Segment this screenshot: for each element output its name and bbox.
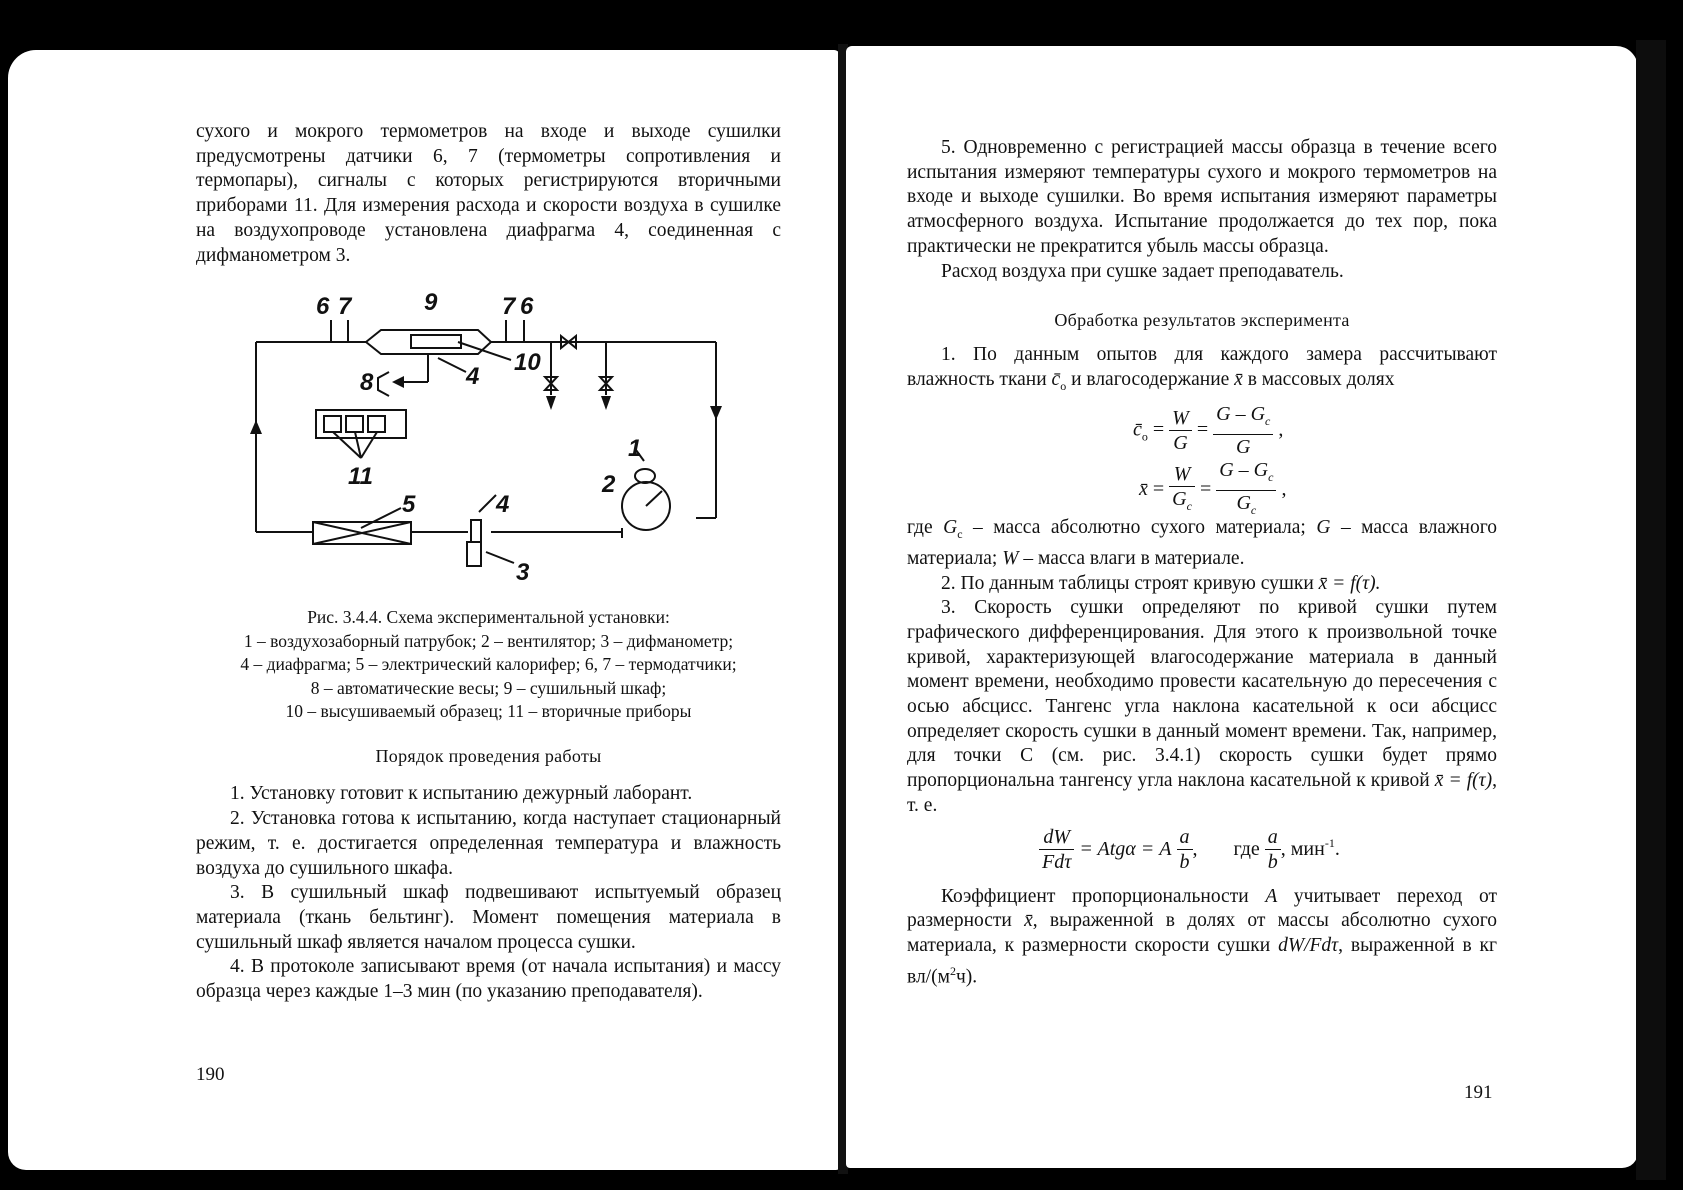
diagram-label-4a: 4	[466, 363, 480, 391]
right-text-column	[907, 136, 1497, 990]
variables-definition: где $G_с$ – масса абсолютно сухого материала; G – масса влажного материала; W – масса влаги в материале.	[907, 517, 1498, 569]
procedure-item-4: 4. В протоколе записывают время (от начала испытания) и массу образца через каждые 1–3 мин (по указанию преподавателя).	[196, 956, 781, 1003]
diagram-label-8: 8	[360, 369, 374, 397]
drying-rate-formula-block	[907, 819, 1497, 885]
diagram-label-1: 1	[628, 435, 642, 463]
right-page-number: 191	[1464, 1082, 1493, 1103]
diagram-label-11: 11	[348, 463, 373, 491]
figure-caption-line1: 1 – воздухозаборный патрубок; 2 – вентилятор; 3 – дифманометр;	[243, 630, 734, 651]
processing-item-1: 1. По данным опытов для каждого замера рассчитывают влажность ткани $c̄_о$ и влагосодержание x̄ в массовых долях	[907, 343, 1497, 393]
diagram-label-7b: 7	[502, 293, 516, 321]
book-edge	[1636, 40, 1666, 1180]
figure-caption-line2: 4 – диафрагма; 5 – электрический калорифер; 6, 7 – термодатчики;	[240, 654, 737, 675]
left-page-number: 190	[196, 1064, 225, 1085]
coefficient-paragraph: Коэффициент пропорциональности A учитывает переход от размерности x̄, выраженной в долях от массы абсолютно сухого материала, к размерности скорости сушки dW/Fdτ, выраженной в кг $вл/(м^2ч)$.	[907, 885, 1498, 988]
figure-caption-line4: 10 – высушиваемый образец; 11 – вторичные приборы	[285, 701, 692, 722]
processing-item-3: 3. Скорость сушки определяют по кривой сушки путем графического дифференцирования. Для этого к произвольной точке кривой, характеризующей влагосодержание материала в данный момент времени, необходимо провести касательную до пересечения с осью абсцисс. Тангенс угла наклона касательной к оси абсцисс определяет скорость сушки в данный момент времени. Так, например, для точки С (см. рис. 3.4.1) скорость сушки будет прямо пропорциональна тангенсу угла наклона касательной к кривой x̄ = f(τ), т. е.	[907, 597, 1497, 816]
diagram-label-6b: 6	[520, 293, 534, 321]
formula-moisture-ratio: x̄ = $\frac{W}{G_с}$ = $\frac{G - G_с}{G_с}$ ,	[1139, 459, 1287, 517]
formula-moisture-content: $c̄_о$ = $\frac{W}{G}$ = $\frac{G - G_с}{G}$ ,	[1133, 403, 1284, 458]
figure-caption-line3: 8 – автоматические весы; 9 – сушильный шкаф;	[310, 677, 667, 698]
diagram-label-4b: 4	[496, 491, 510, 519]
diagram-label-10: 10	[514, 349, 541, 377]
diagram-label-2: 2	[602, 471, 616, 499]
diagram-label-7a: 7	[338, 293, 352, 321]
moisture-formulas	[907, 398, 1497, 516]
procedure-item-5: 5. Одновременно с регистрацией массы образца в течение всего испытания измеряют температуры сухого и мокрого термометров на входе и выходе сушилки. Во время испытания измеряют параметры атмосферного воздуха. Испытание продолжается до тех пор, пока практически не прекратится убыль массы образца.	[907, 137, 1497, 257]
left-text-column	[196, 120, 781, 1005]
setup-diagram-svg	[196, 280, 781, 598]
drying-rate-formula: $\frac{dW}{\text{Fdτ}}$ = Atgα = A $\frac{a}{b}$ , где $\frac{a}{b}$ , мин$^{-1}$.	[1039, 825, 1340, 875]
air-flow-note: Расход воздуха при сушке задает преподаватель.	[941, 260, 1344, 282]
setup-diagram	[196, 280, 781, 598]
right-section-heading: Обработка результатов эксперимента	[1054, 310, 1350, 331]
procedure-item-1: 1. Установку готовит к испытанию дежурный лаборант.	[230, 783, 693, 805]
left-top-paragraph: сухого и мокрого термометров на входе и выходе сушилки предусмотрены датчики 6, 7 (термометры сопротивления и термопары), сигналы с которых регистрируются вторичными приборами 11. Для измерения расхода и скорости воздуха в сушилке на воздухопроводе установлена диафрагма 4, соединенная с дифманометром 3.	[196, 121, 781, 266]
diagram-label-6a: 6	[316, 293, 330, 321]
diagram-label-9: 9	[424, 289, 438, 317]
figure-caption-title: Рис. 3.4.4. Схема экспериментальной установки:	[307, 607, 670, 628]
diagram-label-3: 3	[516, 559, 530, 587]
left-section-heading: Порядок проведения работы	[375, 745, 602, 766]
diagram-label-5: 5	[402, 491, 416, 519]
processing-item-2: 2. По данным таблицы строят кривую сушки x̄ = f(τ).	[941, 572, 1381, 594]
procedure-item-3: 3. В сушильный шкаф подвешивают испытуемый образец материала (ткань бельтинг). Момент помещения материала в сушильный шкаф является началом процесса сушки.	[196, 882, 781, 953]
procedure-item-2: 2. Установка готова к испытанию, когда наступает стационарный режим, т. е. достигается определенная температура и влажность воздуха до сушильного шкафа.	[196, 808, 781, 879]
